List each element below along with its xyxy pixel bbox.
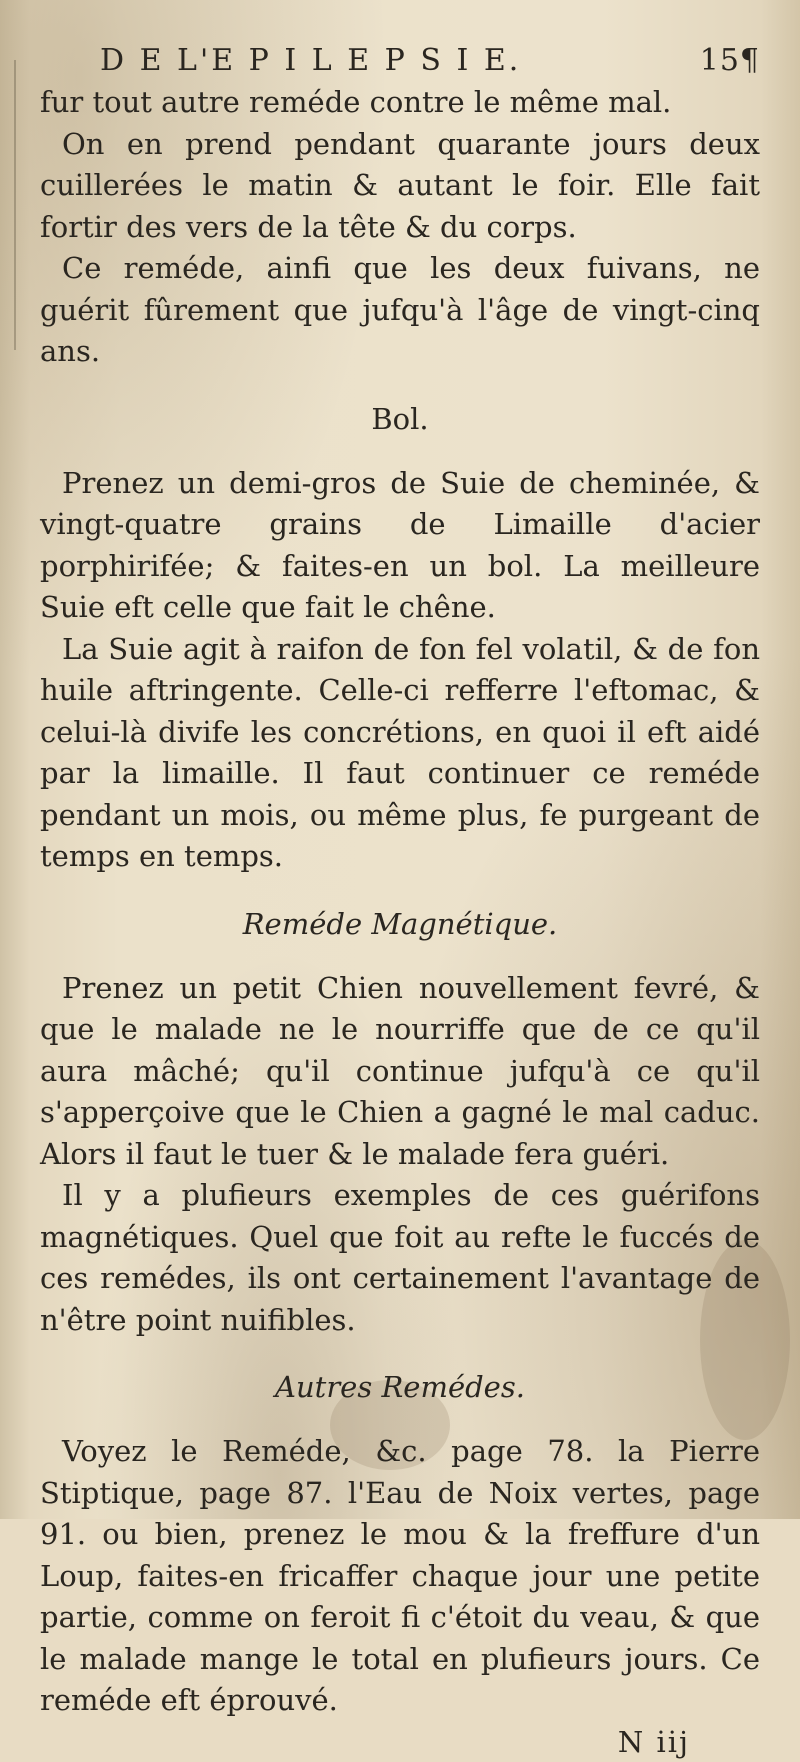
paragraph: La Suie agit à raifon de fon fel volatil, & de fon huile aftringente. Celle-ci refferre l'eftomac, & celui-là divife les concrétions, en quoi il eft aidé par la limaille. Il faut continuer ce reméde pendant un mois, ou même plus, fe purgeant de temps en temps. <box>40 631 760 873</box>
section-heading-magnetique: Reméde Magnétique. <box>242 906 558 941</box>
section-heading-autres: Autres Remédes. <box>275 1370 525 1404</box>
signature-mark: N iij <box>617 1724 690 1759</box>
paragraph: fur tout autre reméde contre le même mal. <box>40 85 672 119</box>
paragraph: Ce reméde, ainfi que les deux fuivans, ne guérit fûrement que jufqu'à l'âge de vingt-cinq ans. <box>40 251 760 368</box>
paragraph: On en prend pendant quarante jours deux cuillerées le matin & autant le foir. Elle fait fortir des vers de la tête & du corps. <box>40 126 760 244</box>
running-head <box>40 40 760 82</box>
section-heading-bol: Bol. <box>371 401 429 436</box>
paragraph: Il y a plufieurs exemples de ces guérifons magnétiques. Quel que foit au refte le fuccés de ces remédes, ils ont certainement l'avantage de n'être point nuifibles. <box>40 1178 760 1337</box>
paragraph: Prenez un demi-gros de Suie de cheminée, & vingt-quatre grains de Limaille d'acier porphirifée; & faites-en un bol. La meilleure Suie eft celle que fait le chêne. <box>40 465 760 624</box>
binding-gutter <box>14 60 16 350</box>
page-number: 15¶ <box>699 43 760 78</box>
paragraph: Voyez le Reméde, &c. page 78. la Pierre Stiptique, page 87. l'Eau de Noix vertes, page 91. ou bien, prenez le mou & la freffure d'un Loup, faites-en fricaffer chaque jour une petite partie, comme on feroit fi c'étoit du veau, & que le malade mange le total en plufieurs jours. Ce reméde eft éprouvé. <box>40 1434 760 1717</box>
running-head-title: D E L'E P I L E P S I E. <box>100 43 522 78</box>
page-text <box>40 40 760 1762</box>
paragraph: Prenez un petit Chien nouvellement fevré, & que le malade ne le nourriffe que de ce qu'il aura mâché; qu'il continue jufqu'à ce qu'il s'apperçoive que le Chien a gagné le mal caduc. Alors il faut le tuer & le malade fera guéri. <box>40 970 760 1171</box>
